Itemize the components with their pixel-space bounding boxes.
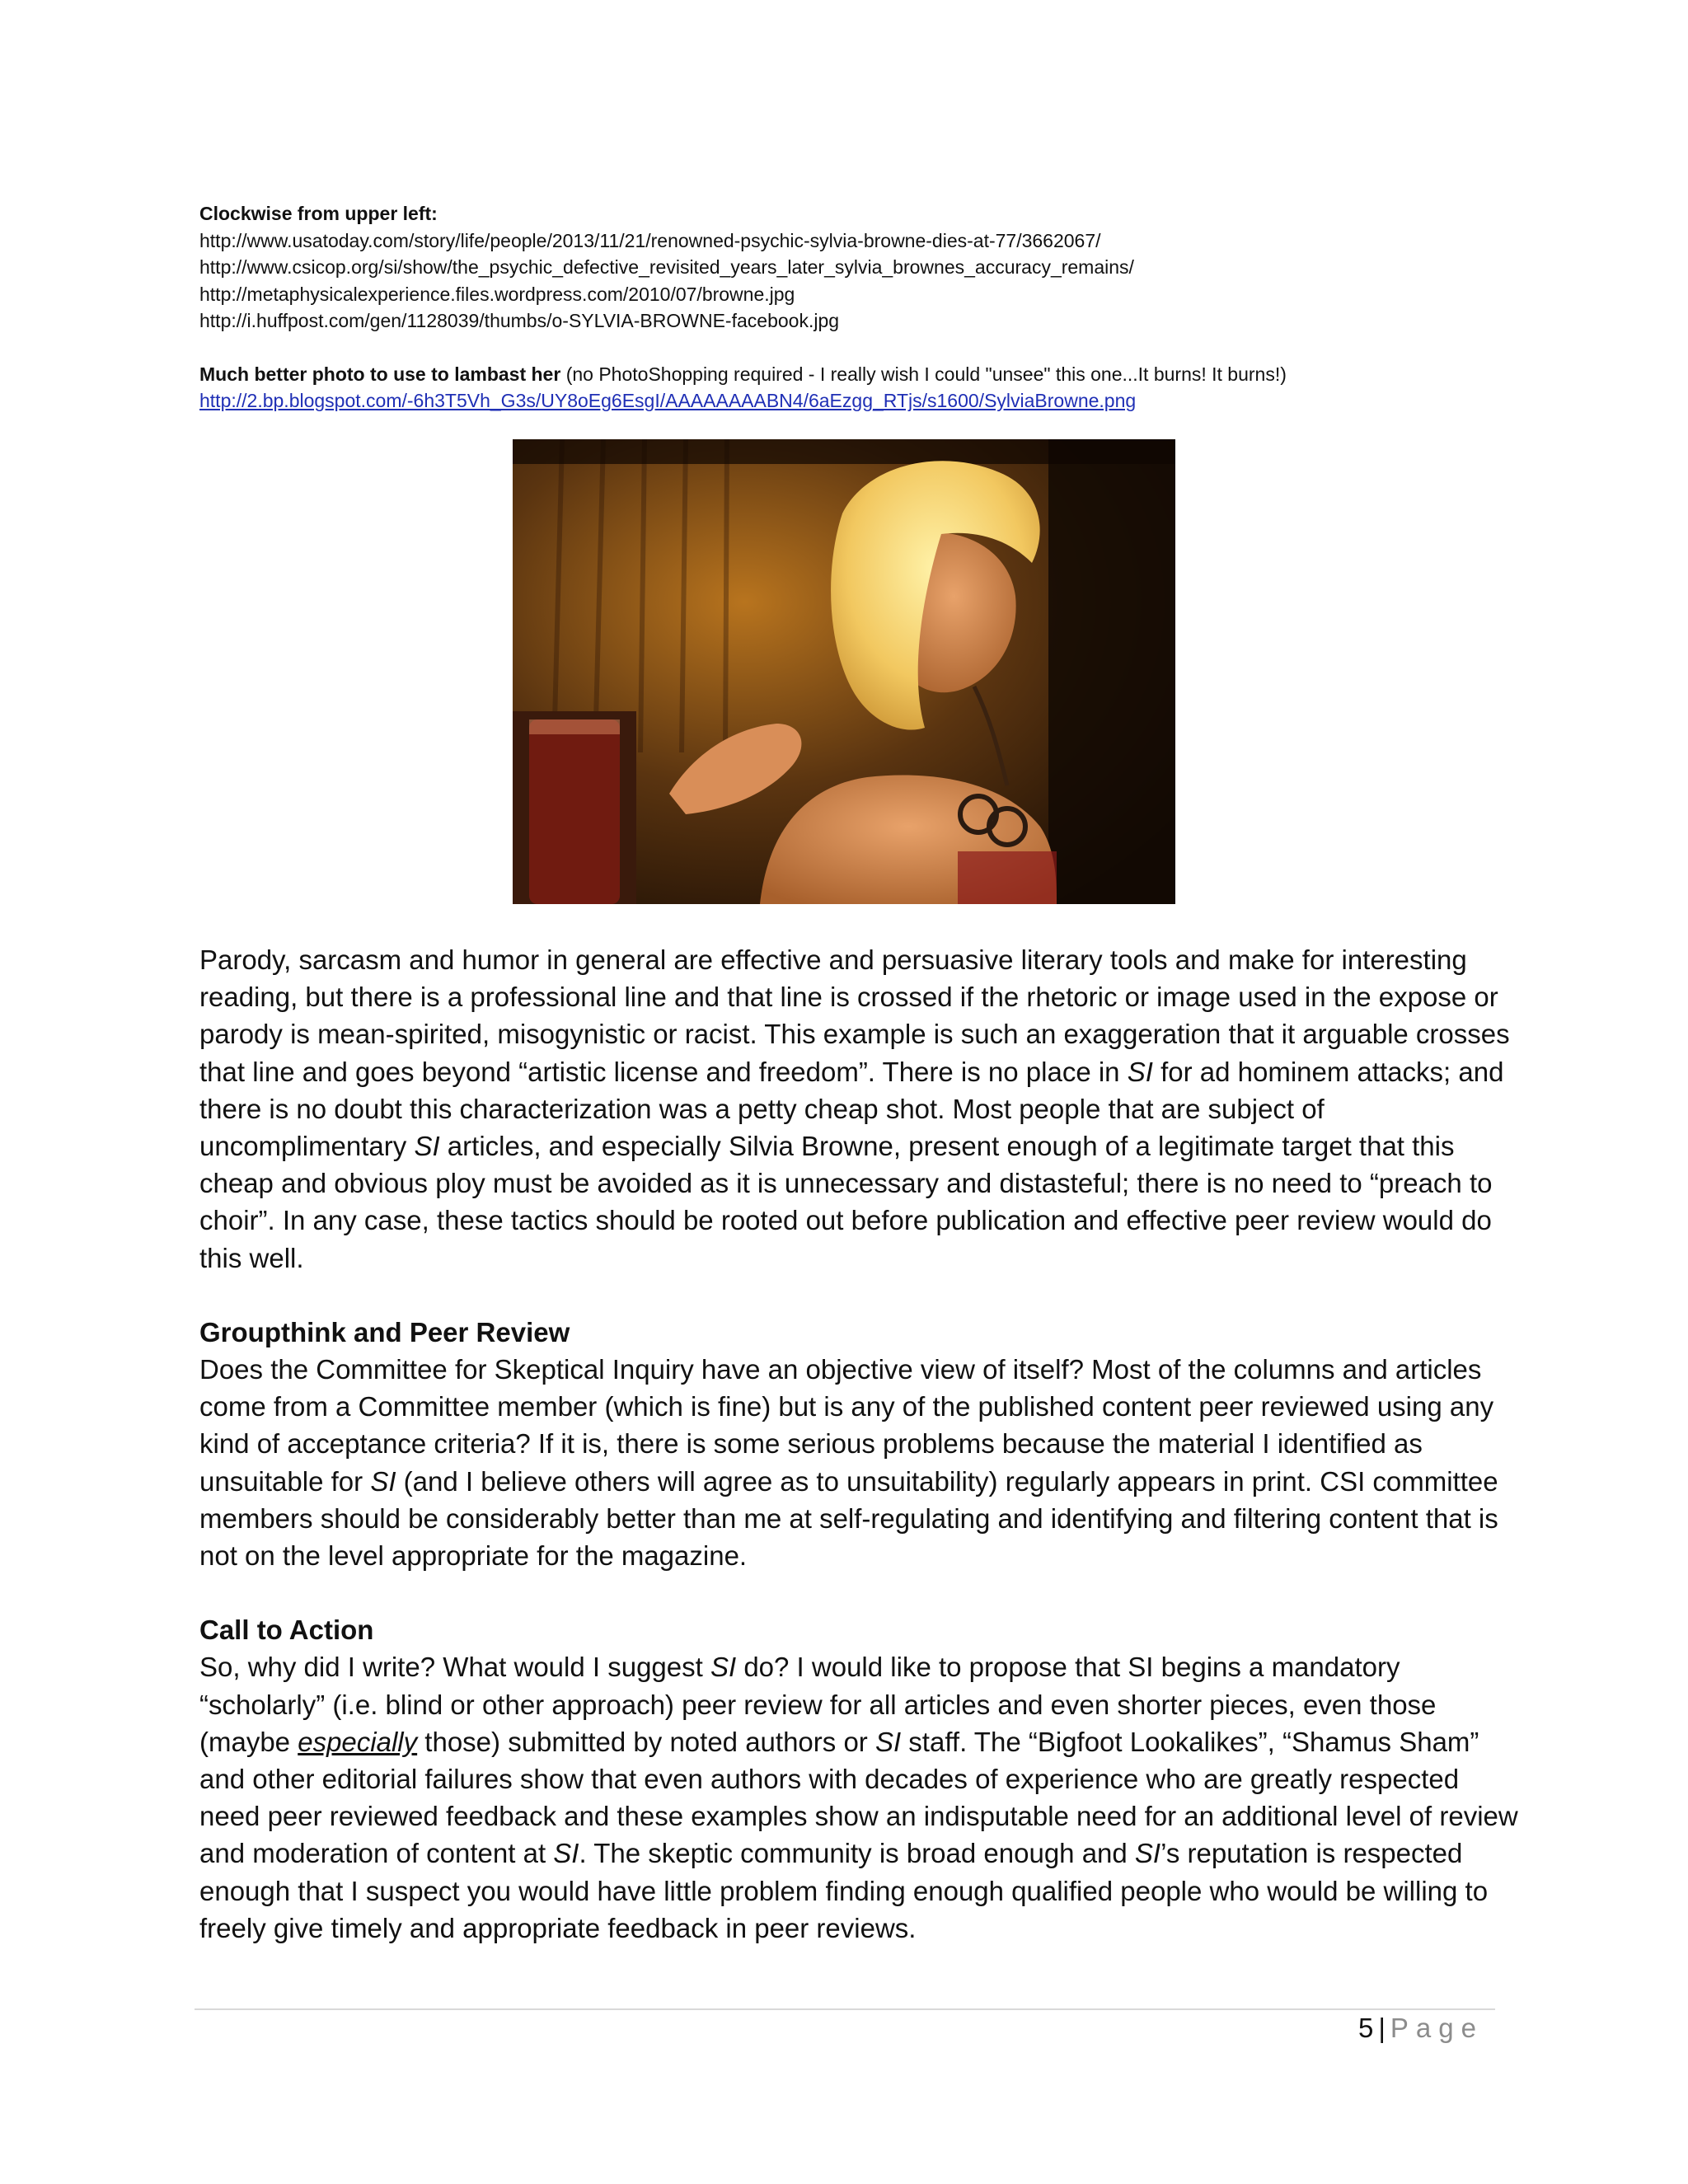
page-number: 5 bbox=[1357, 2013, 1374, 2043]
footer-separator: | bbox=[1378, 2013, 1386, 2043]
page-footer bbox=[1236, 2013, 1484, 2044]
caption-url: http://www.usatoday.com/story/life/people/2013/11/21/renowned-psychic-sylvia-browne-dies-at-77/3662067/ bbox=[199, 229, 1101, 251]
better-photo-note: (no PhotoShopping required - I really wish I could "unsee" this one...It burns! It burns!) bbox=[565, 363, 1287, 385]
caption-url: http://metaphysicalexperience.files.wordpress.com/2010/07/browne.jpg bbox=[199, 283, 795, 305]
heading-call-to-action: Call to Action bbox=[199, 1615, 374, 1646]
better-photo-link[interactable]: http://2.bp.blogspot.com/-6h3T5Vh_G3s/UY8oEg6EsgI/AAAAAAAABN4/6aEzgg_RTjs/s1600/SylviaBrowne.png bbox=[199, 390, 1137, 411]
better-photo-label: Much better photo to use to lambast her bbox=[199, 363, 561, 385]
footer-divider bbox=[195, 2008, 1495, 2010]
body-text bbox=[199, 941, 1526, 1947]
paragraph-call-to-action: So, why did I write? What would I suggest SI do? I would like to propose that SI begins a mandatory “scholarly” (i.e. blind or other approach) peer review for all articles and even shorter pieces, even those (maybe especially those) submitted by noted authors or SI staff. The “Bigfoot Lookalikes”, “Shamus Sham” and other editorial failures show that even authors with decades of experience who are greatly respected need peer reviewed feedback and these examples show an indisputable need for an additional level of review and moderation of content at SI. The skeptic community is broad enough and SI’s reputation is respected enough that I suspect you would have little problem finding enough qualified people who would be willing to freely give timely and appropriate feedback in peer reviews. bbox=[199, 1652, 1518, 1943]
heading-groupthink: Groupthink and Peer Review bbox=[199, 1316, 570, 1347]
page-label: Page bbox=[1390, 2013, 1484, 2043]
captions-heading: Clockwise from upper left: bbox=[199, 203, 438, 224]
paragraph-parody: Parody, sarcasm and humor in general are effective and persuasive literary tools and make for interesting reading, but there is a professional line and that line is crossed if the rhetoric or image used in the expose or parody is mean-spirited, misogynistic or racist. This example is such an exaggeration that it arguable crosses that line and goes beyond “artistic license and freedom”. There is no place in SI for ad hominem attacks; and there is no doubt this characterization was a petty cheap shot. Most people that are subject of uncomplimentary SI articles, and especially Silvia Browne, present enough of a legitimate target that this cheap and obvious ploy must be avoided as it is unnecessary and distasteful; there is no need to “preach to choir”. In any case, these tactics should be rooted out before publication and effective peer review would do this well. bbox=[199, 944, 1510, 1273]
paragraph-groupthink: Does the Committee for Skeptical Inquiry have an objective view of itself? Most of the columns and articles come from a Committee member (which is fine) but is any of the published content peer reviewed using any kind of acceptance criteria? If it is, there is some serious problems because the material I identified as unsuitable for SI (and I believe others will agree as to unsuitability) regularly appears in print. CSI committee members should be considerably better than me at self-regulating and identifying and filtering content that is not on the level appropriate for the magazine. bbox=[199, 1354, 1498, 1572]
better-photo-line bbox=[199, 361, 1518, 388]
portrait-photo bbox=[513, 439, 1175, 904]
caption-url: http://i.huffpost.com/gen/1128039/thumbs/o-SYLVIA-BROWNE-facebook.jpg bbox=[199, 310, 840, 331]
caption-url: http://www.csicop.org/si/show/the_psychic_defective_revisited_years_later_sylvia_brownes_accuracy_remains/ bbox=[199, 256, 1134, 278]
image-captions bbox=[199, 200, 1518, 415]
